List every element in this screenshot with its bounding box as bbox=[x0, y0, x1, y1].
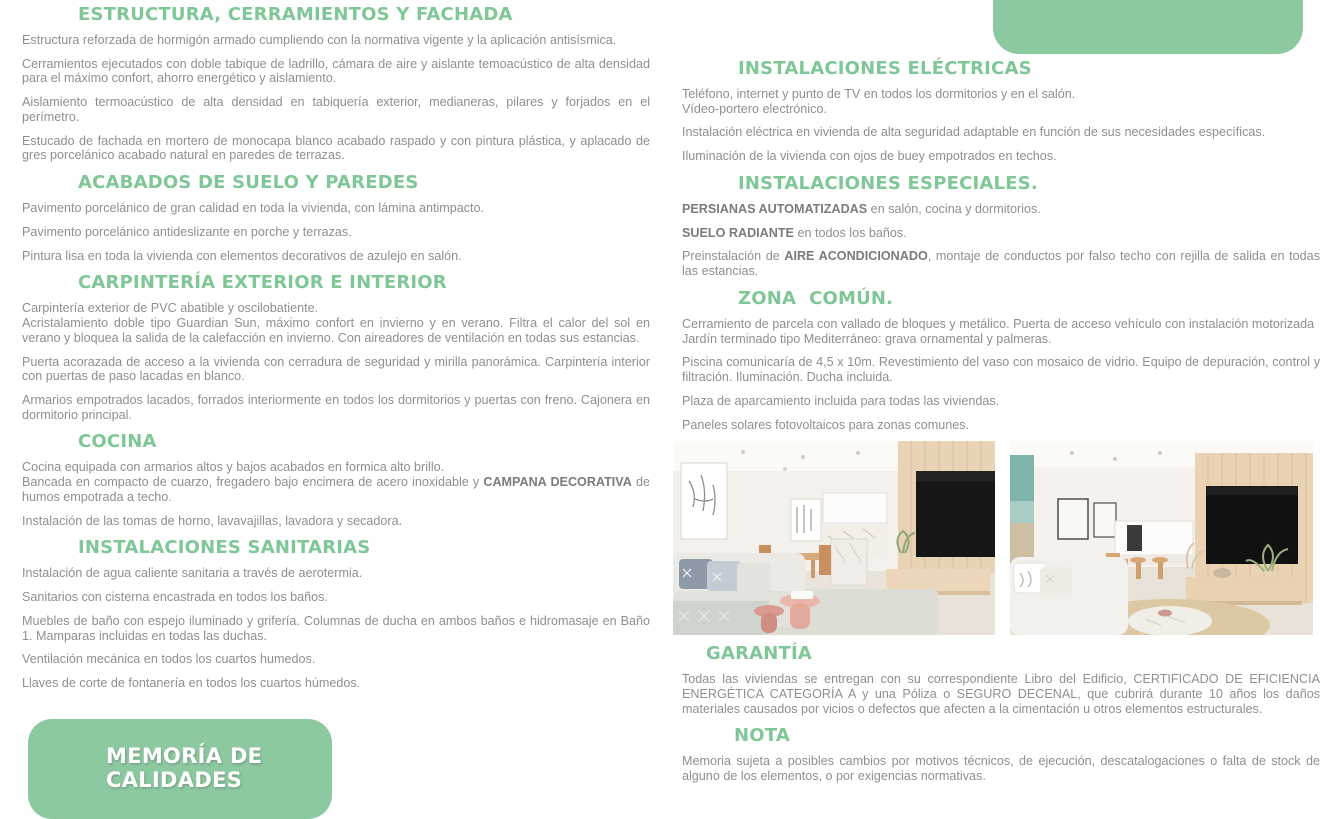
paragraph: Instalación eléctrica en vivienda de alta seguridad adaptable en función de sus necesidades específicas. bbox=[682, 125, 1266, 140]
paragraph: Ventilación mecánica en todos los cuartos humedos. bbox=[22, 652, 316, 667]
section-electricas bbox=[682, 58, 1320, 164]
right-column bbox=[682, 56, 1320, 793]
paragraph: Estructura reforzada de hormigón armado cumpliendo con la normativa vigente y la aplicación antisísmica. bbox=[22, 33, 617, 47]
paragraph: Plaza de aparcamiento incluida para todas las viviendas. bbox=[682, 393, 1000, 408]
paragraph: Piscina comunicaría de 4,5 x 10m. Revestimiento del vaso con mosaico de vidrio. Equipo de depuración, control y filtración. Iluminación. Ducha incluida. bbox=[682, 355, 1320, 385]
paragraph: Preinstalación de AIRE ACONDICIONADO, montaje de conductos por falso techo con rejilla de salida en todas las estancias. bbox=[682, 249, 1320, 279]
paragraph: Pavimento porcelánico antideslizante en porche y terrazas. bbox=[22, 224, 352, 239]
section-heading: ACABADOS DE SUELO Y PAREDES bbox=[78, 172, 419, 194]
paragraph: Pintura lisa en toda la vivienda con elementos decorativos de azulejo en salón. bbox=[22, 248, 462, 263]
paragraph: Aislamiento termoacústico de alta densidad en tabiquería exterior, medianeras, pilares y forjados en el perímetro. bbox=[22, 95, 650, 124]
paragraph: Instalación de las tomas de horno, lavavajillas, lavadora y secadora. bbox=[22, 513, 403, 528]
paragraph: Llaves de corte de fontanería en todos los cuartos húmedos. bbox=[22, 676, 361, 691]
section-heading: NOTA bbox=[734, 725, 790, 747]
photo-salon-render-2 bbox=[1010, 441, 1313, 635]
paragraph: Muebles de baño con espejo iluminado y grifería. Columnas de ducha en ambos baños e hidromasaje en Baño 1. Mamparas incluidas en todas las duchas. bbox=[22, 613, 650, 643]
paragraph: SUELO RADIANTE en todos los baños. bbox=[682, 225, 907, 240]
section-heading: COCINA bbox=[78, 431, 157, 453]
memoria-de-calidades-badge: MEMORÍA DE CALIDADES bbox=[28, 719, 332, 819]
paragraph: Pavimento porcelánico de gran calidad en toda la vivienda, con lámina antimpacto. bbox=[22, 201, 485, 216]
paragraph: Estucado de fachada en mortero de monocapa blanco acabado raspado y con pintura plástica, y aplacado de gres porcelánico acabado natural en paredes de terrazas. bbox=[22, 133, 650, 163]
paragraph: Todas las viviendas se entregan con su correspondiente Libro del Edificio, CERTIFICADO DE EFICIENCIA ENERGÉTICA CATEGORÍA A y una Póliza o SEGURO DECENAL, que cubrirá durante 10 años los daños materiales causados por vicios o defectos que afecten a la cimentación u otros elementos estructurales. bbox=[682, 672, 1320, 716]
paragraph: Puerta acorazada de acceso a la vivienda con cerradura de seguridad y mirilla panorámica. Carpintería interior con puertas de paso lacadas en blanco. bbox=[22, 354, 650, 384]
section-zona-comun bbox=[682, 288, 1320, 432]
left-column bbox=[22, 0, 650, 700]
section-heading: INSTALACIONES SANITARIAS bbox=[78, 537, 371, 559]
section-heading: INSTALACIONES ESPECIALES. bbox=[738, 172, 1038, 194]
section-heading: INSTALACIONES ELÉCTRICAS bbox=[738, 58, 1032, 79]
photo-salon-render-1 bbox=[673, 441, 995, 635]
paragraph: Armarios empotrados lacados, forrados interiormente en todos los dormitorios y puertas con freno. Cajonera en dormitorio principal. bbox=[22, 393, 650, 422]
paragraph: Carpintería exterior de PVC abatible y oscilobatiente. Acristalamiento doble tipo Guardian Sun, máximo confort en invierno y en verano. Filtra el calor del sol en verano y bloquea la salida de la calefacción en invierno. Con aireadores de ventilación en todas sus estancias. bbox=[22, 301, 650, 345]
paragraph: Paneles solares fotovoltaicos para zonas comunes. bbox=[682, 417, 970, 432]
section-carpinteria bbox=[22, 272, 650, 422]
section-nota bbox=[682, 725, 1320, 783]
paragraph: Cerramientos ejecutados con doble tabique de ladrillo, cámara de aire y aislante temoacústico de alta densidad para el máximo confort, ahorro energético y aislamiento. bbox=[22, 56, 650, 86]
section-heading: CARPINTERÍA EXTERIOR E INTERIOR bbox=[78, 272, 447, 294]
section-heading: ZONA COMÚN. bbox=[738, 287, 894, 309]
section-estructura bbox=[22, 4, 650, 163]
paragraph: Teléfono, internet y punto de TV en todos los dormitorios y en el salón. Vídeo-portero electrónico. bbox=[682, 87, 1076, 116]
photo-row bbox=[673, 441, 1320, 635]
section-sanitarias bbox=[22, 537, 650, 690]
paragraph: Instalación de agua caliente sanitaria a través de aerotermia. bbox=[22, 566, 363, 581]
paragraph: Iluminación de la vivienda con ojos de buey empotrados en techos. bbox=[682, 149, 1057, 164]
section-acabados bbox=[22, 172, 650, 263]
corner-green-tab bbox=[993, 0, 1303, 54]
paragraph: Cerramiento de parcela con vallado de bloques y metálico. Puerta de acceso vehículo con instalación motorizada Jardín terminado tipo Mediterráneo: grava ornamental y palmeras. bbox=[682, 316, 1315, 346]
paragraph: Sanitarios con cisterna encastrada en todos los baños. bbox=[22, 590, 328, 605]
paragraph: Cocina equipada con armarios altos y bajos acabados en formica alto brillo. Bancada en compacto de cuarzo, fregadero bajo encimera de acero inoxidable y CAMPANA DECORATIVA de humos empotrada a techo. bbox=[22, 460, 650, 504]
section-cocina bbox=[22, 431, 650, 528]
paragraph: Memoria sujeta a posibles cambios por motivos técnicos, de ejecución, descatalogaciones o falta de stock de alguno de los elementos, o por exigencias normativas. bbox=[682, 754, 1320, 784]
section-garantia bbox=[682, 643, 1320, 716]
section-heading: GARANTÍA bbox=[706, 643, 813, 665]
section-heading: ESTRUCTURA, CERRAMIENTOS Y FACHADA bbox=[78, 4, 513, 25]
paragraph: PERSIANAS AUTOMATIZADAS en salón, cocina y dormitorios. bbox=[682, 201, 1041, 216]
section-especiales bbox=[682, 173, 1320, 279]
